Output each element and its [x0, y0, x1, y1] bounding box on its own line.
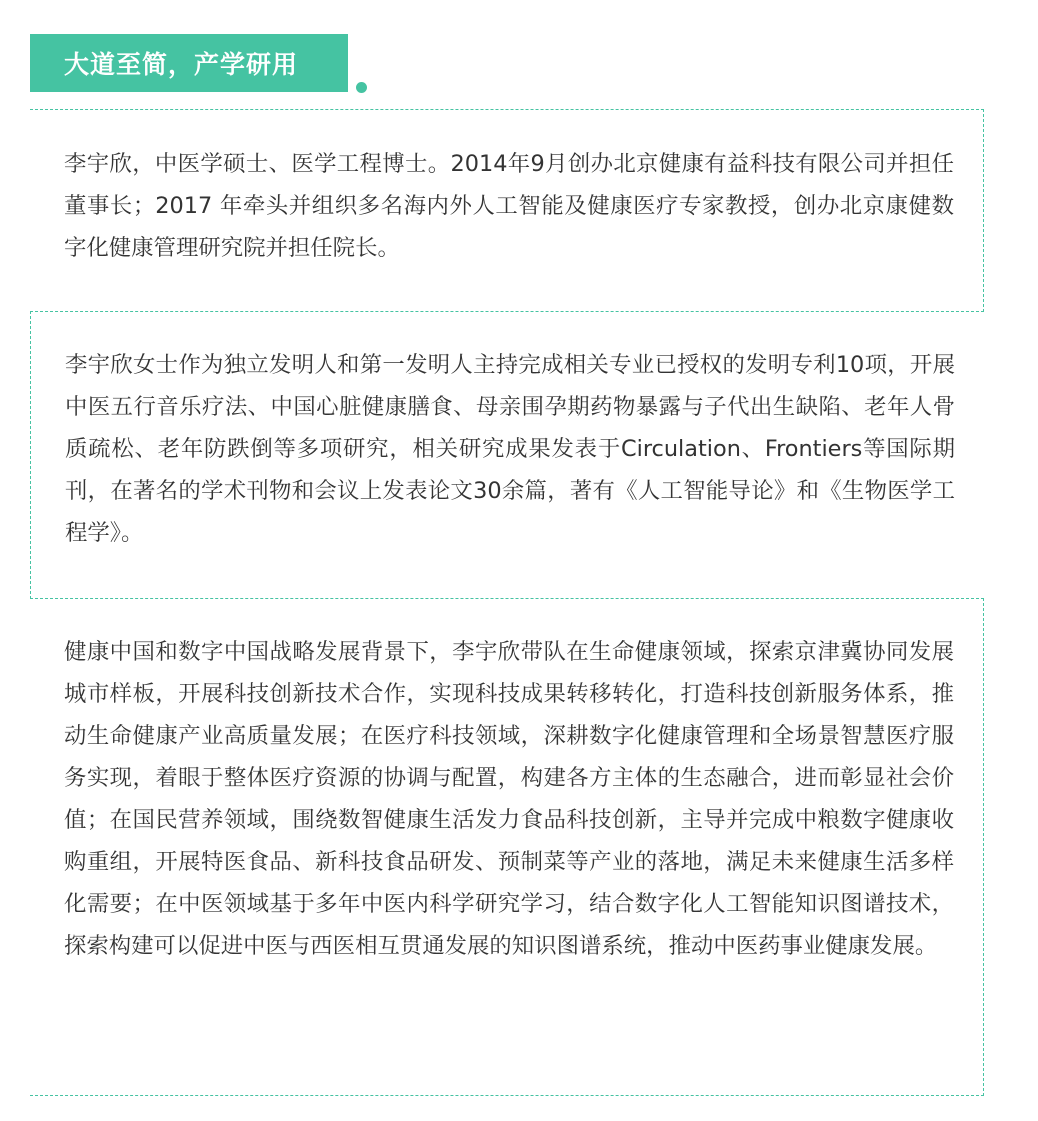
bio-paragraph-strategy: 健康中国和数字中国战略发展背景下，李宇欣带队在生命健康领域，探索京津冀协同发展城市样板，开展科技创新技术合作，实现科技成果转移转化，打造科技创新服务体系，推动生命健康产业高质量发展；在医疗科技领域，深耕数字化健康管理和全场景智慧医疗服务实现，着眼于整体医疗资源的协调与配置，构建各方主体的生态融合，进而彰显社会价值；在国民营养领域，围绕数智健康生活发力食品科技创新，主导并完成中粮数字健康收购重组，开展特医食品、新科技食品研发、预制菜等产业的落地，满足未来健康生活多样化需要；在中医领域基于多年中医内科学研究学习，结合数字化人工智能知识图谱技术，探索构建可以促进中医与西医相互贯通发展的知识图谱系统，推动中医药事业健康发展。	[64, 639, 954, 959]
title-dot-decoration	[356, 82, 367, 93]
section-title-banner	[30, 34, 348, 92]
bio-panel-research	[30, 311, 984, 599]
section-title: 大道至简，产学研用	[64, 50, 299, 79]
bio-panel-intro	[30, 109, 984, 312]
bio-paragraph-research: 李宇欣女士作为独立发明人和第一发明人主持完成相关专业已授权的发明专利10项，开展中医五行音乐疗法、中国心脏健康膳食、母亲围孕期药物暴露与子代出生缺陷、老年人骨质疏松、老年防跌倒等多项研究，相关研究成果发表于Circulation、Frontiers等国际期刊，在著名的学术刊物和会议上发表论文30余篇，著有《人工智能导论》和《生物医学工程学》。	[65, 352, 955, 546]
bio-panel-strategy	[30, 598, 984, 1096]
bio-paragraph-intro: 李宇欣，中医学硕士、医学工程博士。2014年9月创办北京健康有益科技有限公司并担任董事长；2017 年牵头并组织多名海内外人工智能及健康医疗专家教授，创办北京康健数字化健康管理研究院并担任院长。	[64, 151, 954, 261]
